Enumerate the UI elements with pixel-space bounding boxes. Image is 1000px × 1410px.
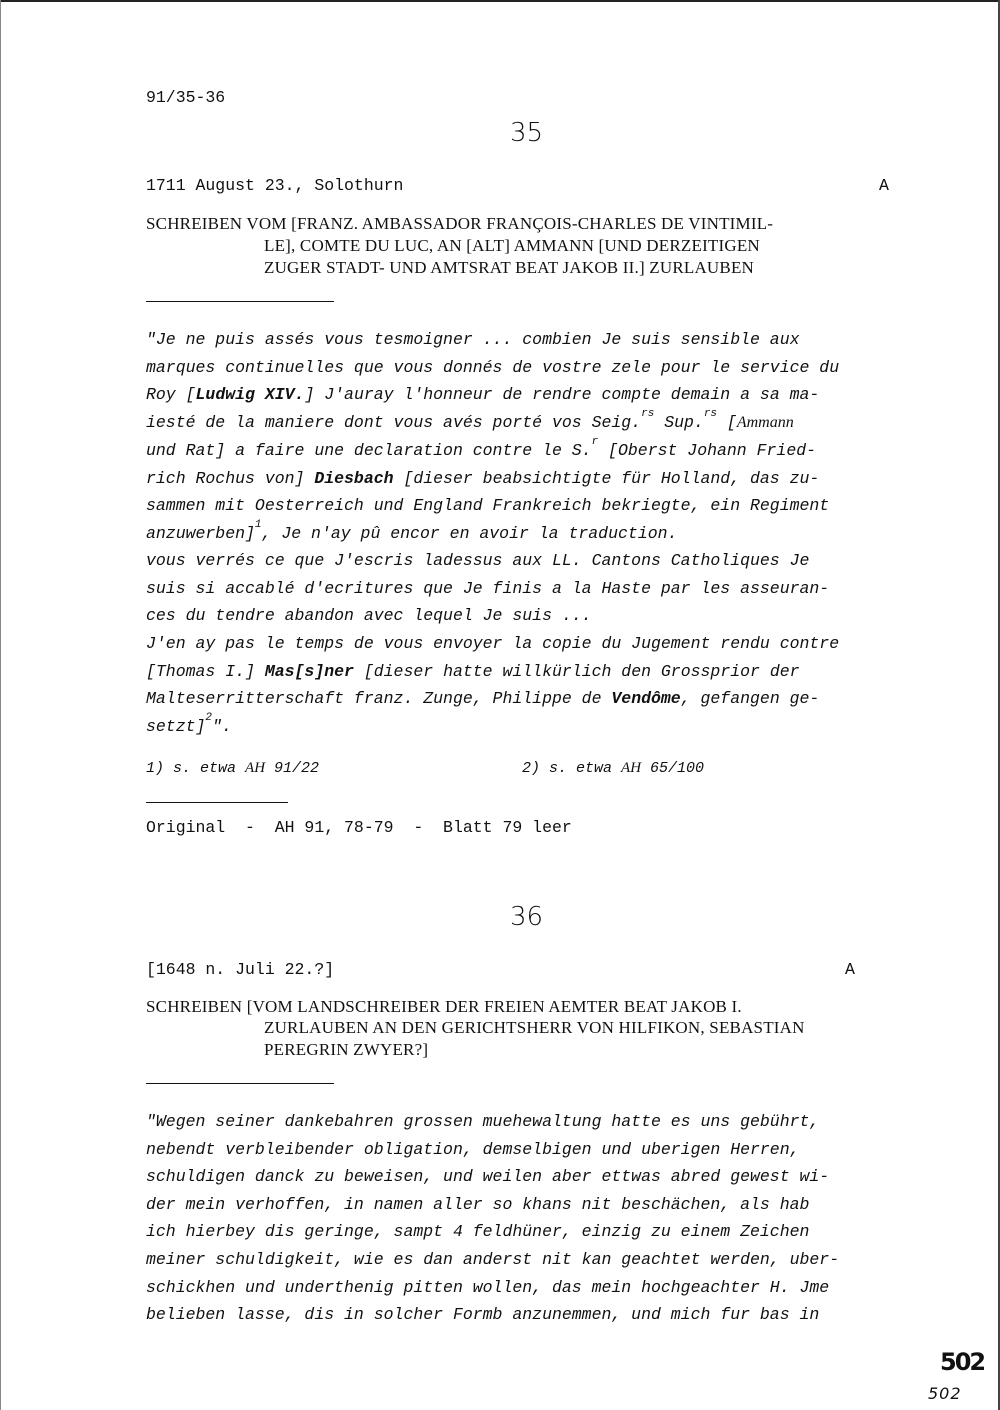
doc36-type-letter: A [845,960,855,979]
superscript: rs [641,408,655,420]
doc35-text-line [146,360,839,377]
text-segment: sammen mit Oesterreich und England Frankreich bekriegte, ein Regiment [146,496,830,515]
doc36-text-line: schickhen und underthenig pitten wollen, das mein hochgeachter H. Jme [146,1278,830,1297]
doc35-text-line [146,608,592,625]
doc35-title-rule [146,301,334,302]
text-segment: 1) s. etwa [146,760,246,777]
doc36-text-line: meiner schuldigkeit, wie es dan anderst nit kan geachtet werden, uber- [146,1250,840,1269]
doc35-text-line [146,691,819,708]
doc35-text-line [146,471,819,488]
text-segment: [Thomas I.] [146,662,265,681]
bold-name-vendome: Vendôme [611,689,681,708]
text-segment: setzt] [146,717,206,736]
text-segment: suis si accablé d'ecritures que Je finis a la Haste par les asseuran- [146,579,830,598]
doc36-text-line: belieben lasse, dis in solcher Formb anzunemmen, und mich fur bas in [146,1305,820,1324]
doc36-title-line-3: PEREGRIN ZWYER?] [264,1040,429,1059]
text-segment: J'en ay pas le temps de vous envoyer la copie du Jugement rendu contre [146,634,840,653]
doc35-text-line [146,408,794,432]
doc35-title-line-2: LE], COMTE DU LUC, AN [ALT] AMMANN [UND DERZEITIGEN [264,236,760,255]
text-segment: [dieser beabsichtigte für Holland, das zu- [393,469,820,488]
text-segment: AH [245,760,266,776]
doc36-date-place: [1648 n. Juli 22.?] [146,960,335,979]
doc35-source-rule [146,802,288,803]
superscript: r [591,436,599,448]
text-segment: "Je ne puis assés vous tesmoigner ... combien Je suis sensible aux [146,330,800,349]
text-segment: ] J'auray l'honneur de rendre compte demain a sa ma- [304,385,820,404]
text-segment: ". [212,717,232,736]
doc35-footnote-2 [522,760,704,777]
doc35-number: 35 [510,118,544,148]
doc35-text-line [146,498,829,515]
superscript: rs [703,408,718,420]
text-segment: SCHREIBEN [VOM LANDSCHREIBER DER FREIEN AEMTER BEAT JAKOB I. [146,997,742,1016]
text-segment: [ [717,413,737,432]
doc35-source: Original - AH 91, 78-79 - Blatt 79 leer [146,818,572,837]
doc36-title-line-1 [146,997,742,1017]
text-segment: 91/22 [265,760,320,777]
text-segment: und Rat] a faire une declaration contre le S. [146,441,592,460]
doc36-text-line: ich hierbey dis geringe, sampt 4 feldhüner, einzig zu einem Zeichen [146,1222,810,1241]
text-segment: [Oberst Johann Fried- [598,441,817,460]
bold-name-massner: Mas[s]ner [264,662,354,681]
text-segment: iesté de la maniere dont vous avés porté vos Seig. [146,413,642,432]
text-segment: Roy [ [146,385,196,404]
doc35-text-line [146,519,678,543]
text-segment: AH [621,760,642,776]
text-segment: , gefangen ge- [680,689,820,708]
doc35-text-line [146,581,829,598]
bold-name-ludwig: Ludwig XIV. [195,385,305,404]
text-segment: Sup. [654,413,704,432]
bold-name-diesbach: Diesbach [314,469,394,488]
footnote-ref-2: 2 [205,712,213,724]
doc35-footnote-1 [146,760,319,777]
doc35-type-letter: A [879,176,889,195]
text-segment: Malteserritterschaft franz. Zunge, Philippe de [146,689,612,708]
header-reference: 91/35-36 [146,88,226,107]
doc36-number: 36 [510,902,544,932]
doc35-title-line-1: SCHREIBEN VOM [FRANZ. AMBASSADOR FRANÇOIS-CHARLES DE VINTIMIL- [146,214,774,233]
doc35-text-line [146,436,817,460]
doc35-text-line [146,712,232,736]
page-mark-stamp: 502 [940,1348,985,1376]
page-mark-handwritten: 502 [928,1384,962,1403]
doc35-text-line [146,636,839,653]
text-segment: 65/100 [641,760,705,777]
doc35-title-line-3: ZUGER STADT- UND AMTSRAT BEAT JAKOB II.] ZURLAUBEN [264,258,755,277]
text-segment: marques continuelles que vous donnés de vostre zele pour le service du [146,358,840,377]
doc36-text-line: nebendt verbleibender obligation, demselbigen und uberigen Herren, [146,1140,800,1159]
footnote-ref-1: 1 [254,519,262,531]
doc36-text-line: der mein verhoffen, in namen aller so khans nit beschächen, als hab [146,1195,810,1214]
doc35-text-line [146,553,809,570]
doc35-text-line [146,664,800,681]
text-segment: 2) s. etwa [522,760,622,777]
text-segment: vous verrés ce que J'escris ladessus aux LL. Cantons Catholiques Je [146,551,810,570]
page-border-top [0,0,1000,2]
doc36-text-line: "Wegen seiner dankebahren grossen muehewaltung hatte es uns gebührt, [146,1112,820,1131]
page-border-left [0,0,1,1410]
doc35-date-place: 1711 August 23., Solothurn [146,176,404,195]
text-segment: ces du tendre abandon avec lequel Je suis ... [146,606,592,625]
text-segment: , Je n'ay pû encor en avoir la traduction. [261,524,678,543]
text-segment: [dieser hatte willkürlich den Grossprior der [353,662,800,681]
text-segment: rich Rochus von] [146,469,315,488]
doc36-text-line: schuldigen danck zu beweisen, und weilen aber ettwas abred gewest wi- [146,1167,830,1186]
doc35-text-line [146,387,819,404]
doc36-title-rule [146,1083,334,1084]
text-segment: Ammann [736,414,794,431]
doc36-title-line-2: ZURLAUBEN AN DEN GERICHTSHERR VON HILFIKON, SEBASTIAN [264,1018,805,1037]
text-segment: anzuwerben] [146,524,255,543]
doc35-text-line [146,332,800,349]
